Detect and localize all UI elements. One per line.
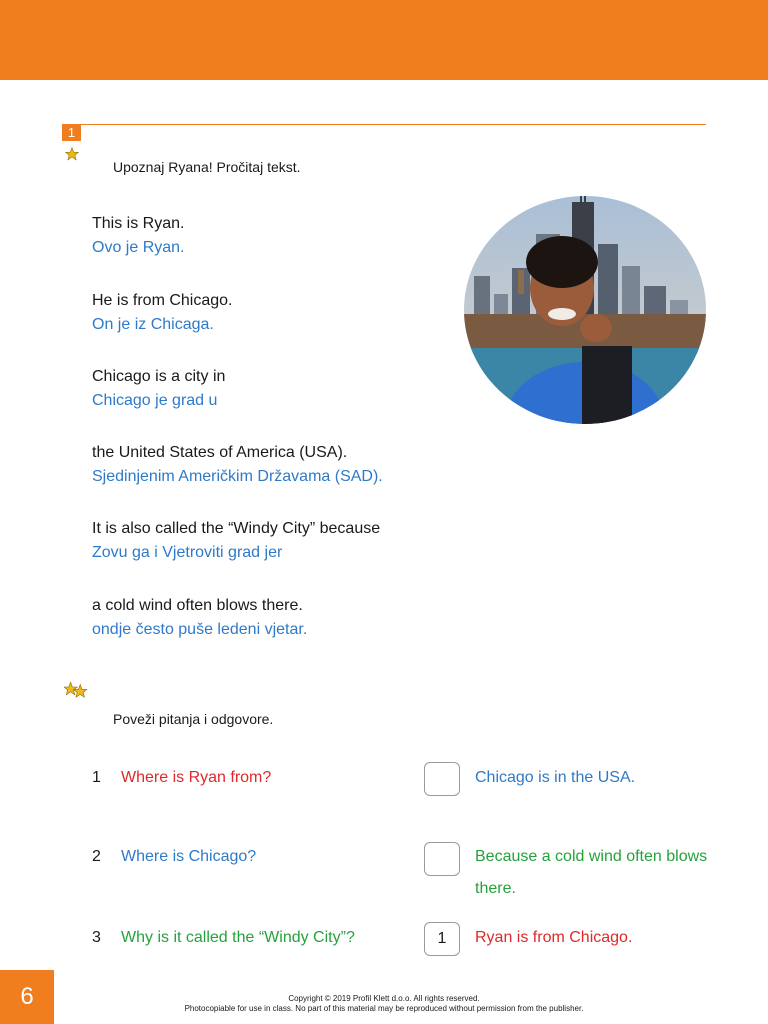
question-number: 3 bbox=[92, 929, 101, 946]
question-number: 2 bbox=[92, 848, 101, 865]
reading-pair bbox=[92, 289, 233, 337]
question-text: Where is Chicago? bbox=[121, 848, 257, 865]
header-band bbox=[0, 0, 768, 80]
english-line: a cold wind often blows there. bbox=[92, 597, 303, 614]
question-text: Where is Ryan from? bbox=[121, 769, 272, 786]
answer-text: Ryan is from Chicago. bbox=[475, 929, 633, 946]
page-number: 6 bbox=[0, 970, 54, 1024]
matching-instruction: Poveži pitanja i odgovore. bbox=[113, 711, 274, 727]
croatian-line: Chicago je grad u bbox=[92, 392, 218, 409]
english-line: This is Ryan. bbox=[92, 215, 185, 232]
english-line: He is from Chicago. bbox=[92, 292, 233, 309]
answer-box[interactable]: 1 bbox=[424, 922, 460, 956]
reading-instruction: Upoznaj Ryana! Pročitaj tekst. bbox=[113, 159, 301, 175]
croatian-line: Ovo je Ryan. bbox=[92, 239, 185, 256]
croatian-line: Sjedinjenim Američkim Državama (SAD). bbox=[92, 468, 383, 485]
reading-pair bbox=[92, 441, 383, 489]
reading-pair bbox=[92, 517, 380, 565]
two-stars-icon bbox=[64, 681, 88, 699]
english-line: It is also called the “Windy City” because bbox=[92, 520, 381, 537]
english-line: the United States of America (USA). bbox=[92, 444, 348, 461]
croatian-line: ondje često puše ledeni vjetar. bbox=[92, 621, 308, 638]
reading-pair bbox=[92, 594, 307, 642]
star-icon bbox=[65, 147, 79, 161]
english-line: Chicago is a city in bbox=[92, 368, 226, 385]
croatian-line: Zovu ga i Vjetroviti grad jer bbox=[92, 544, 283, 561]
answer-text: Because a cold wind often blows there. bbox=[475, 848, 708, 897]
answer-box[interactable] bbox=[424, 842, 460, 876]
question-number: 1 bbox=[92, 769, 101, 786]
question-text: Why is it called the “Windy City”? bbox=[121, 929, 355, 946]
answer-text: Chicago is in the USA. bbox=[475, 769, 636, 786]
answer-box[interactable] bbox=[424, 762, 460, 796]
croatian-line: On je iz Chicaga. bbox=[92, 316, 214, 333]
permission-notice: Photocopiable for use in class. No part of this material may be reproduced without permission from the publisher. bbox=[184, 1004, 584, 1013]
reading-pair bbox=[92, 365, 225, 413]
reading-pair bbox=[92, 212, 184, 260]
section-rule bbox=[62, 124, 706, 125]
exercise-number: 1 bbox=[62, 124, 81, 141]
ryan-chicago-photo bbox=[464, 196, 706, 424]
copyright-footer bbox=[0, 994, 768, 1014]
copyright-line: Copyright © 2019 Profil Klett d.o.o. All rights reserved. bbox=[288, 994, 480, 1003]
